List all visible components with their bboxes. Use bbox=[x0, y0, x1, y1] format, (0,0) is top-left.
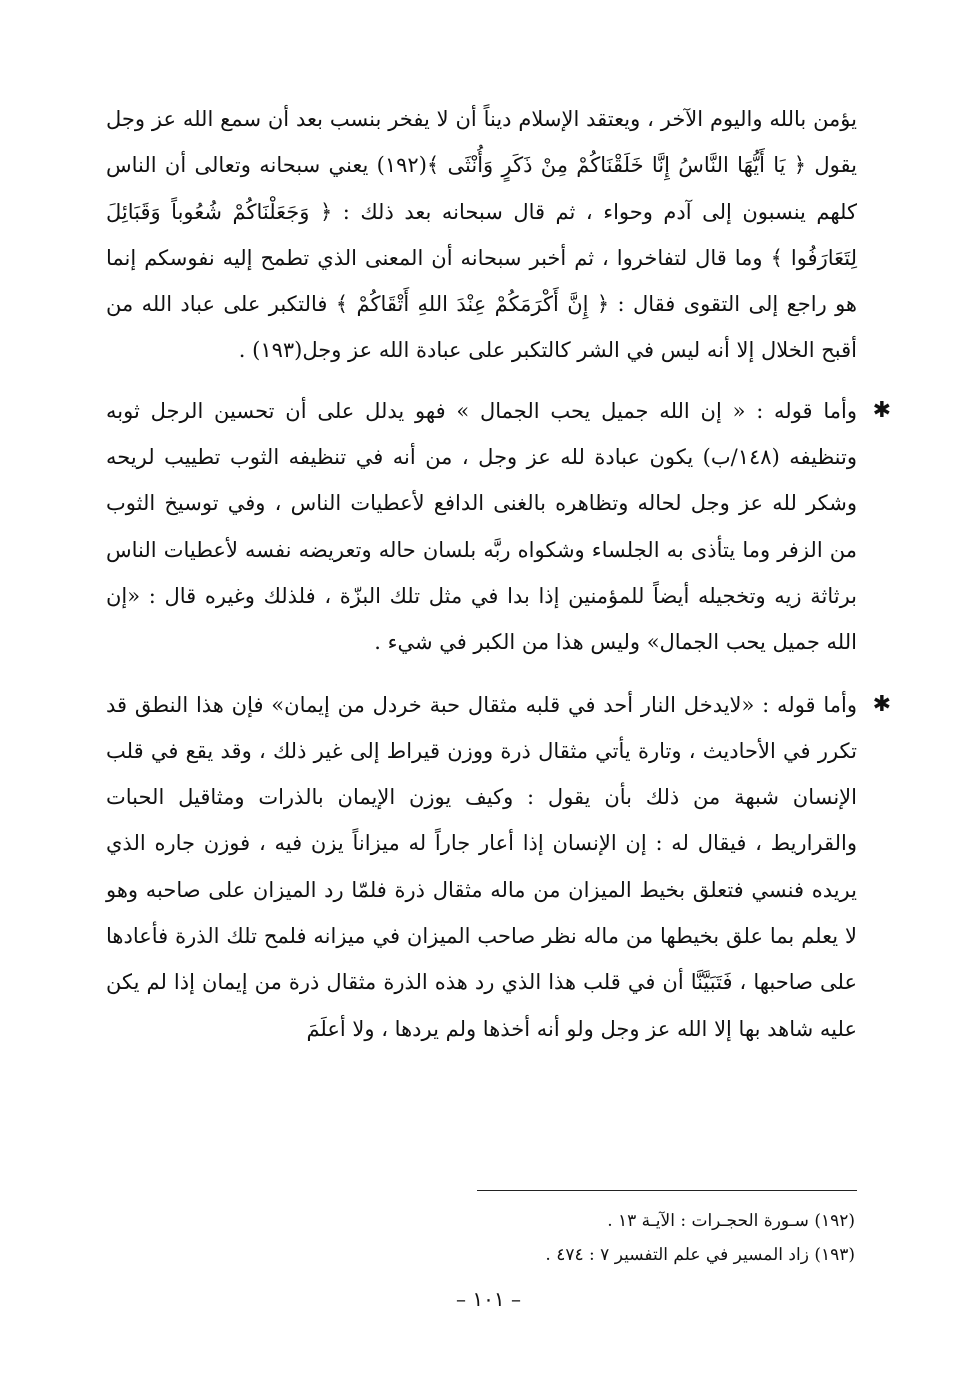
footnote-divider bbox=[477, 1190, 857, 1191]
paragraph-mustard-seed-hadith bbox=[106, 682, 889, 1052]
footnote-193: (١٩٣) زاد المسير في علم التفسير ٧ : ٤٧٤ . bbox=[545, 1245, 855, 1265]
paragraph-text: وأما قوله : « إن الله جميل يحب الجمال » فهو يدلل على أن تحسين الرجل ثوبه وتنظيفه (١٤٨/ب) يكون عبادة لله عز وجل ، من أنه في تنظيفه الثوب تطييب لريحه وشكر لله عز وجل لحاله وتظاهره بالغنى الدافع لأعطيات الناس ، وفي توسيخ الثوب من الزفر وما يتأذى به الجلساء وشكواه ربَّه بلسان حاله وتعريضه نفسه لأعطيات الناس برثاثة زيه وتخجيله أيضاً للمؤمنين إذا بدا في مثل تلك البزّة ، فلذلك وغيره قال : «إن الله جميل يحب الجمال» وليس هذا من الكبر في شيء . bbox=[106, 398, 858, 655]
paragraph-intro: يؤمن بالله واليوم الآخر ، ويعتقد الإسلام ديناً أن لا يفخر بنسب بعد أن سمع الله عز وجل يقول ﴿ يَا أَيُّهَا النَّاسُ إِنَّا خَلَقْنَاكُمْ مِنْ ذَكَرٍ وَأُنْثَى ﴾(١٩٢) يعني سبحانه وتعالى أن الناس كلهم ينسبون إلى آدم وحواء ، ثم قال سبحانه بعد ذلك : ﴿ وَجَعَلْنَاكُمْ شُعُوباً وَقَبَائِلَ لِتَعَارَفُوا ﴾ وما قال لتفاخروا ، ثم أخبر سبحانه أن المعنى الذي تطمح إليه نفوسكم إنما هو راجع إلى التقوى فقال : ﴿ إِنَّ أَكْرَمَكُمْ عِنْدَ اللهِ أَتْقَاكُمْ ﴾ فالتكبر على عباد الله من أقبح الخلال إلا أنه ليس في الشر كالتكبر على عبادة الله عز وجل(١٩٣) . bbox=[106, 107, 857, 363]
asterisk-bullet-icon: ✱ bbox=[872, 691, 891, 717]
paragraph-beauty-hadith bbox=[106, 388, 889, 666]
page-number: – ١٠١ – bbox=[456, 1287, 521, 1311]
footnote-192: (١٩٢) سـورة الحجـرات : الآيـة ١٣ . bbox=[607, 1211, 855, 1231]
paragraph-text: وأما قوله : «لايدخل النار أحد في قلبه مثقال حبة خردل من إيمان» فإن هذا النطق قد تكرر في الأحاديث ، وتارة يأتي مثقال ذرة ووزن قيراط إلى غير ذلك ، وقد يقع في قلب الإنسان شبهة من ذلك بأن يقول : وكيف يوزن الإيمان بالذرات ومثاقيل الحبات والقراريط ، فيقال له : إن الإنسان إذا أعار جاراً له ميزاناً يزن فيه ، فوزن جاره الذي يريده فنسي فتعلق بخيط الميزان من ماله مثقال ذرة فلمّا رد الميزان على صاحبه وهو لا يعلم بما علق بخيطها من ماله نظر صاحب الميزان في ميزانه فلمح تلك الذرة فأعادها على صاحبها ، فَتَبَيَّنَّا أن في قلب هذا الذي رد هذه الذرة مثقال ذرة من إيمان إذا لم يكن عليه شاهد بها إلا الله عز وجل ولو أنه أخذها ولم يردها ، ولا أعلَمَ bbox=[106, 692, 857, 1041]
asterisk-bullet-icon: ✱ bbox=[872, 397, 891, 423]
footnotes bbox=[295, 1204, 855, 1272]
